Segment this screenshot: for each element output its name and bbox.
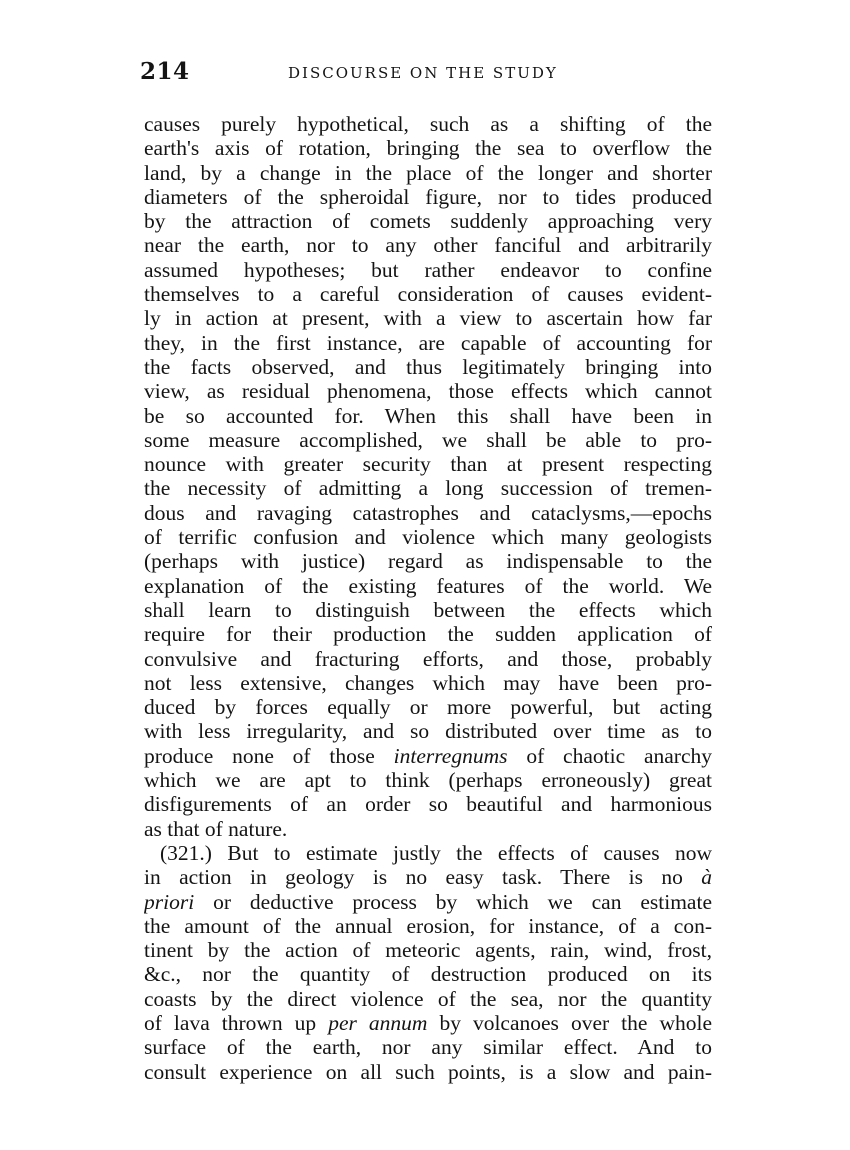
text-line: shall learn to distinguish between the effects which bbox=[144, 597, 712, 622]
text-line: causes purely hypothetical, such as a shifting of the bbox=[144, 112, 712, 136]
text-line-with-italic bbox=[144, 890, 712, 914]
text-line: earth's axis of rotation, bringing the sea to overflow the bbox=[144, 136, 712, 161]
text-run: in action in geology is no easy task. There is no bbox=[144, 865, 702, 890]
text-line: which we are apt to think (perhaps erroneously) great bbox=[144, 768, 712, 793]
text-line: ly in action at present, with a view to ascertain how far bbox=[144, 306, 712, 331]
text-line: land, by a change in the place of the longer and shorter bbox=[144, 160, 712, 185]
paragraph-section-321 bbox=[144, 841, 712, 1084]
text-line: coasts by the direct violence of the sea, nor the quantity bbox=[144, 986, 712, 1011]
body-text bbox=[144, 112, 712, 1084]
running-head bbox=[140, 58, 712, 92]
text-run: by volcanoes over the whole bbox=[427, 1010, 712, 1035]
text-line: some measure accomplished, we shall be able to pro- bbox=[144, 427, 712, 452]
text-line: duced by forces equally or more powerful, but acting bbox=[144, 695, 712, 720]
text-line: they, in the first instance, are capable of accounting for bbox=[144, 330, 712, 355]
text-line: view, as residual phenomena, those effects which cannot bbox=[144, 379, 712, 404]
text-line: be so accounted for. When this shall have been in bbox=[144, 403, 712, 428]
text-line-with-italic bbox=[144, 744, 712, 768]
text-line: &c., nor the quantity of destruction produced on its bbox=[144, 962, 712, 987]
text-line: explanation of the existing features of the world. We bbox=[144, 573, 712, 598]
text-line: of terrific confusion and violence which many geologists bbox=[144, 525, 712, 550]
running-title: DISCOURSE ON THE STUDY bbox=[288, 64, 558, 82]
text-line: diameters of the spheroidal figure, nor to tides produced bbox=[144, 184, 712, 209]
text-line: convulsive and fracturing efforts, and those, probably bbox=[144, 646, 712, 671]
text-line: assumed hypotheses; but rather endeavor to confine bbox=[144, 257, 712, 282]
text-line-with-italic bbox=[144, 865, 712, 889]
text-run: produce none of those bbox=[144, 743, 394, 768]
italic-term: interregnums bbox=[393, 743, 508, 768]
italic-term: priori bbox=[144, 889, 195, 914]
text-line: not less extensive, changes which may have been pro- bbox=[144, 670, 712, 695]
text-line: the amount of the annual erosion, for instance, of a con- bbox=[144, 913, 712, 938]
text-line-with-section-number bbox=[144, 841, 712, 865]
text-line: with less irregularity, and so distributed over time as to bbox=[144, 719, 712, 744]
text-run: But to estimate justly the effects of causes now bbox=[211, 840, 712, 865]
text-line: by the attraction of comets suddenly approaching very bbox=[144, 209, 712, 234]
text-line: require for their production the sudden application of bbox=[144, 622, 712, 647]
page-number: 214 bbox=[140, 58, 190, 85]
text-line: surface of the earth, nor any similar effect. And to bbox=[144, 1035, 712, 1060]
text-line: near the earth, nor to any other fanciful and arbitrarily bbox=[144, 233, 712, 258]
text-line: the facts observed, and thus legitimately bringing into bbox=[144, 354, 712, 379]
italic-term: à bbox=[701, 865, 712, 890]
text-line: consult experience on all such points, is a slow and pain- bbox=[144, 1059, 712, 1084]
text-line: as that of nature. bbox=[144, 816, 288, 841]
text-line: nounce with greater security than at present respecting bbox=[144, 452, 712, 477]
text-line-with-italic bbox=[144, 1011, 712, 1035]
text-line: the necessity of admitting a long succession of tremen- bbox=[144, 476, 712, 501]
text-line: disfigurements of an order so beautiful and harmonious bbox=[144, 792, 712, 817]
italic-term: per annum bbox=[328, 1010, 428, 1035]
text-run: of chaotic anarchy bbox=[507, 743, 712, 768]
text-run: or deductive process by which we can estimate bbox=[194, 889, 712, 914]
text-line: dous and ravaging catastrophes and cataclysms,—epochs bbox=[144, 500, 712, 525]
text-line: tinent by the action of meteoric agents, rain, wind, frost, bbox=[144, 938, 712, 963]
text-line: (perhaps with justice) regard as indispensable to the bbox=[144, 549, 712, 574]
text-line: themselves to a careful consideration of causes evident- bbox=[144, 282, 712, 307]
text-run: of lava thrown up bbox=[144, 1010, 329, 1035]
paragraph-continuation bbox=[144, 112, 712, 841]
section-number: (321.) bbox=[160, 840, 212, 865]
